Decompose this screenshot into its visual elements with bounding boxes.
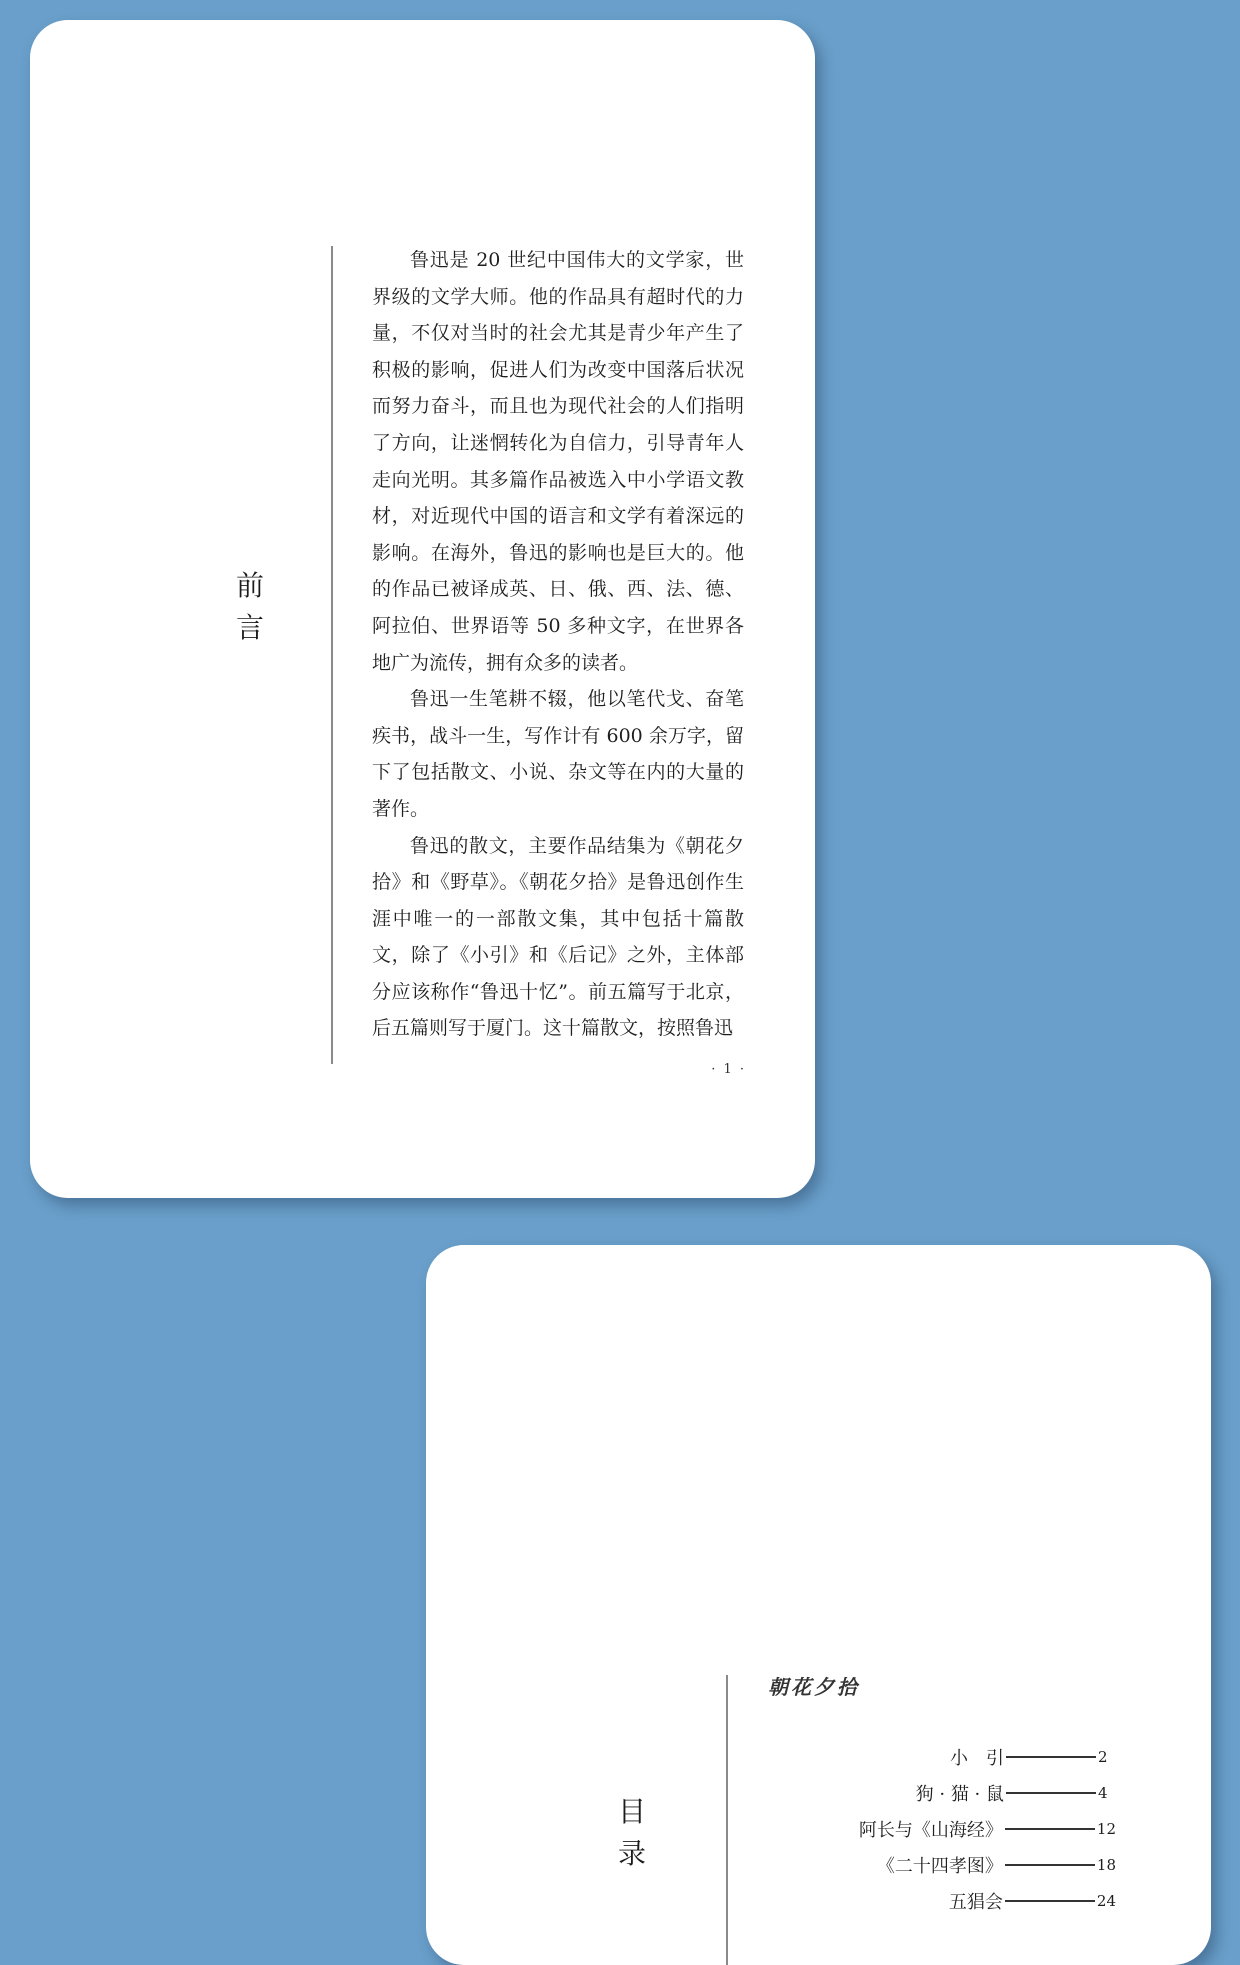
toc-list	[726, 1739, 1116, 1919]
toc-leader-line	[1006, 1792, 1096, 1794]
toc-entry-page: 18	[1096, 1856, 1116, 1874]
toc-entry[interactable]	[726, 1811, 1116, 1847]
toc-leader-line	[1006, 1756, 1096, 1758]
toc-entry-title: 五猖会	[948, 1892, 1003, 1913]
preface-paragraph: 鲁迅是 20 世纪中国伟大的文学家，世界级的文学大师。他的作品具有超时代的力量，不仅对当时的社会尤其是青少年产生了积极的影响，促进人们为改变中国落后状况而努力奋斗，而且也为现代社会的人们指明了方向，让迷惘转化为自信力，引导青年人走向光明。其多篇作品被选入中小学语文教材，对近现代中国的语言和文学有着深远的影响。在海外，鲁迅的影响也是巨大的。他的作品已被译成英、日、俄、西、法、德、阿拉伯、世界语等 50 多种文字，在世界各地广为流传，拥有众多的读者。	[372, 249, 744, 674]
toc-entry-page: 12	[1096, 1820, 1116, 1838]
toc-entry[interactable]	[726, 1883, 1116, 1919]
toc-entry[interactable]	[726, 1775, 1116, 1811]
toc-entry-page: 2	[1098, 1748, 1108, 1766]
toc-entry-title: 《二十四孝图》	[876, 1856, 1003, 1877]
toc-entry-page: 4	[1098, 1784, 1108, 1802]
toc-leader-line	[1005, 1900, 1095, 1902]
toc-heading: 目 录	[617, 1795, 646, 1870]
toc-entry-title: 小 引	[950, 1748, 1004, 1769]
preface-body	[372, 242, 744, 1062]
preface-page	[30, 20, 815, 1198]
toc-book-title: 朝花夕拾	[768, 1675, 860, 1699]
preface-paragraph: 鲁迅一生笔耕不辍，他以笔代戈、奋笔疾书，战斗一生，写作计有 600 余万字，留下了包括散文、小说、杂文等在内的大量的著作。	[372, 688, 744, 820]
toc-leader-line	[1005, 1864, 1095, 1866]
preface-heading: 前 言	[235, 569, 264, 644]
toc-page	[426, 1245, 1211, 1965]
toc-entry-title: 狗 · 猫 · 鼠	[915, 1784, 1004, 1805]
toc-entry-title: 阿长与《山海经》	[858, 1820, 1003, 1841]
toc-entry[interactable]	[726, 1847, 1116, 1883]
page-number: · 1 ·	[711, 1062, 746, 1077]
preface-paragraph: 鲁迅的散文，主要作品结集为《朝花夕拾》和《野草》。《朝花夕拾》是鲁迅创作生涯中唯一的一部散文集，其中包括十篇散文，除了《小引》和《后记》之外，主体部分应该称作“鲁迅十忆”。前五篇写于北京，后五篇则写于厦门。这十篇散文，按照鲁迅	[372, 834, 744, 1040]
toc-leader-line	[1005, 1828, 1095, 1830]
toc-entry[interactable]	[726, 1739, 1116, 1775]
toc-entry-page: 24	[1096, 1892, 1116, 1910]
preface-divider	[331, 246, 333, 1064]
